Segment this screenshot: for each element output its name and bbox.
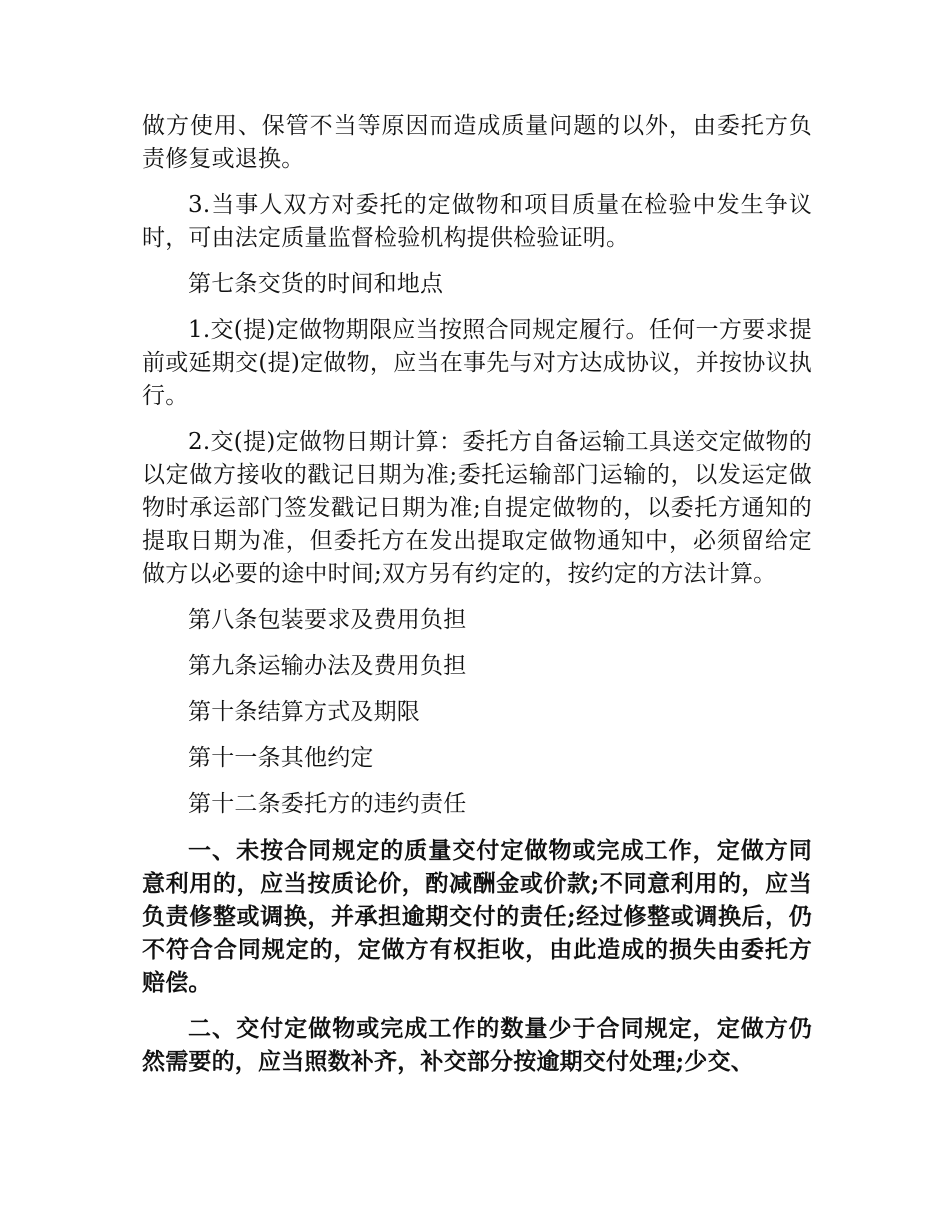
heading-article-8: 第八条包装要求及费用负担 [188,607,467,633]
paragraph-clause-3: 3.当事人双方对委托的定做物和项目质量在检验中发生争议时，可由法定质量监督检验机构提供检验证明。 [142,192,812,251]
paragraph-clause-1: 1.交(提)定做物期限应当按照合同规定履行。任何一方要求提前或延期交(提)定做物，应当在事先与对方达成协议，并按协议执行。 [142,317,812,409]
heading-article-10: 第十条结算方式及期限 [188,699,420,725]
heading-article-11: 第十一条其他约定 [188,745,374,771]
heading-article-7: 第七条交货的时间和地点 [188,271,444,297]
heading-article-9: 第九条运输办法及费用负担 [188,653,467,679]
heading-article-12: 第十二条委托方的违约责任 [188,791,467,817]
paragraph-clause-2: 2.交(提)定做物日期计算：委托方自备运输工具送交定做物的以定做方接收的戳记日期为准;委托运输部门运输的，以发运定做物时承运部门签发戳记日期为准;自提定做物的，以委托方通知的提取日期为准，但委托方在发出提取定做物通知中，必须留给定做方以必要的途中时间;双方另有约定的，按约定的方法计算。 [142,429,812,587]
document-body [142,110,812,1091]
paragraph-bold-item-1: 一、未按合同规定的质量交付定做物或完成工作，定做方同意利用的，应当按质论价，酌减酬金或价款;不同意利用的，应当负责修整或调换，并承担逾期交付的责任;经过修整或调换后，仍不符合合同规定的，定做方有权拒收，由此造成的损失由委托方赔偿。 [142,837,812,996]
paragraph-continuation: 做方使用、保管不当等原因而造成质量问题的以外，由委托方负责修复或退换。 [142,113,812,172]
paragraph-bold-item-2: 二、交付定做物或完成工作的数量少于合同规定，定做方仍然需要的，应当照数补齐，补交部分按逾期交付处理;少交、 [142,1015,812,1075]
